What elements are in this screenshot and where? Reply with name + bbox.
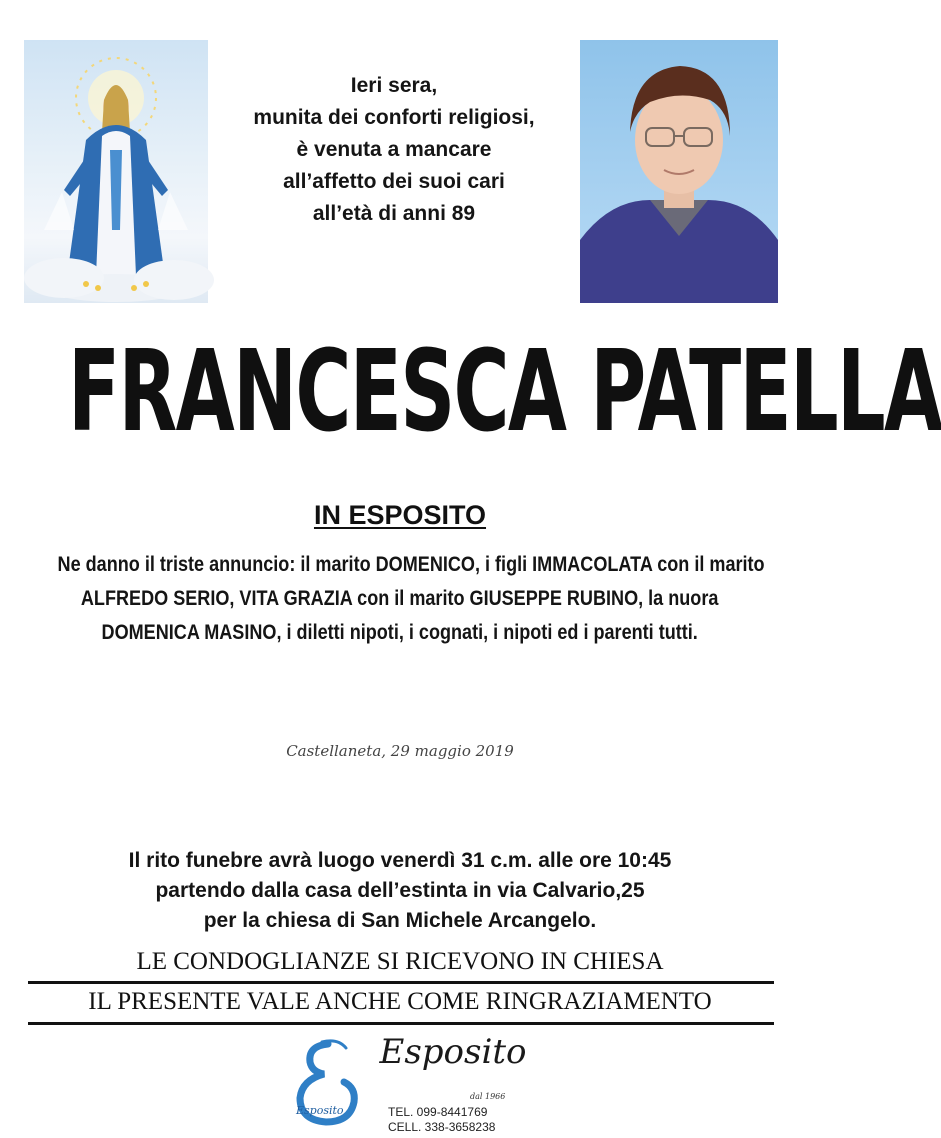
thanks-note: IL PRESENTE VALE ANCHE COME RINGRAZIAMENTO (88, 988, 712, 1015)
announcement-line: DOMENICA MASINO, i diletti nipoti, i cognati, i nipoti ed i parenti tutti. (101, 621, 699, 644)
agency-since: dal 1966 (470, 1092, 506, 1101)
agency-logo-text: Esposito (296, 1104, 344, 1117)
divider-bottom (28, 1022, 774, 1025)
announcement-line: Ne danno il triste annuncio: il marito DOMENICO, i figli IMMACOLATA con il marito (57, 553, 765, 576)
intro-line: munita dei conforti religiosi, (253, 106, 535, 129)
madonna-illustration (24, 40, 208, 303)
funeral-line: per la chiesa di San Michele Arcangelo. (203, 909, 597, 932)
married-name (0, 497, 800, 533)
portrait-photo (580, 40, 778, 303)
agency-mobile: CELL. 338-3658238 (388, 1120, 496, 1134)
agency-phone: TEL. 099-8441769 (388, 1105, 488, 1119)
intro-line: all’età di anni 89 (312, 202, 476, 225)
funeral-line: partendo dalla casa dell’estinta in via Calvario,25 (155, 879, 645, 902)
intro-line: è venuta a mancare (296, 138, 492, 161)
funeral-info (0, 846, 800, 936)
married-name-text: IN ESPOSITO (313, 500, 487, 530)
funeral-line: Il rito funebre avrà luogo venerdì 31 c.m. alle ore 10:45 (128, 849, 672, 872)
agency-logo-icon (288, 1036, 362, 1126)
portrait-illustration (580, 40, 778, 303)
announcement-text (0, 548, 800, 650)
agency-contacts (388, 1105, 495, 1135)
intro-line: Ieri sera, (350, 74, 438, 97)
madonna-image (24, 40, 208, 303)
announcement-line: ALFREDO SERIO, VITA GRAZIA con il marito GIUSEPPE RUBINO, la nuora (81, 587, 719, 610)
intro-text (208, 70, 580, 230)
place-date: Castellaneta, 29 maggio 2019 (286, 742, 514, 760)
deceased-name: FRANCESCA PATELLA (68, 326, 941, 457)
agency-logo (288, 1036, 362, 1126)
intro-line: all’affetto dei suoi cari (283, 170, 505, 193)
condolences-note: LE CONDOGLIANZE SI RICEVONO IN CHIESA (136, 948, 664, 975)
agency-name: Esposito (379, 1032, 527, 1072)
